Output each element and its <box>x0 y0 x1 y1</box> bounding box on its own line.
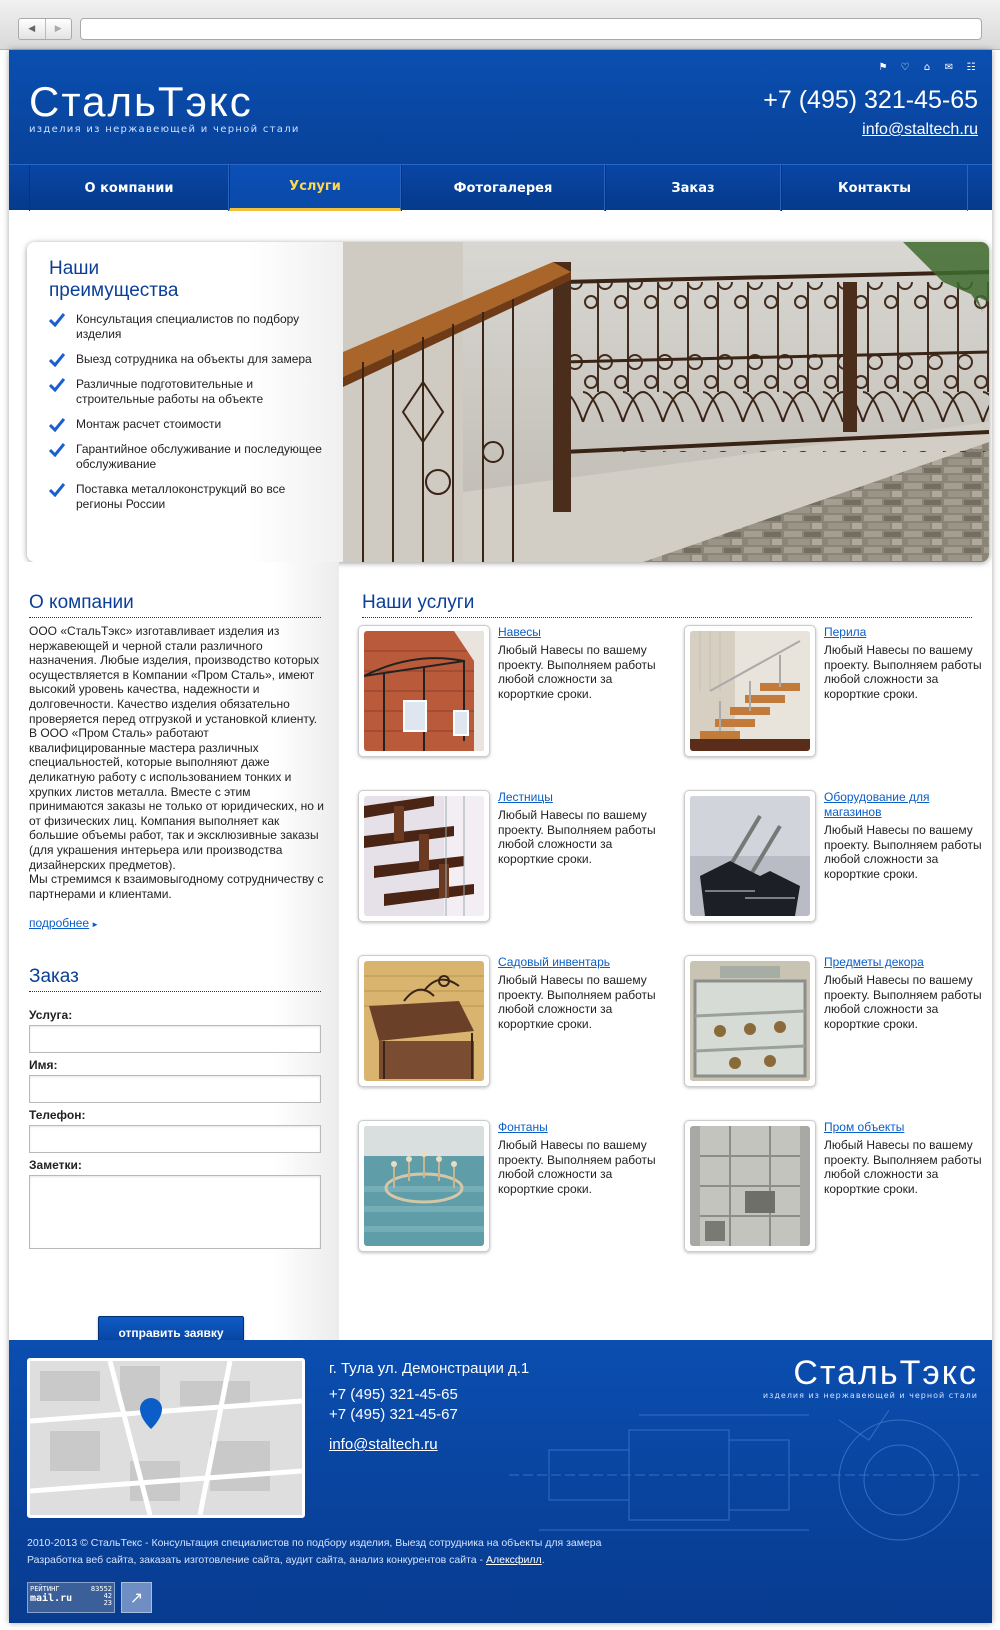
advantages-title <box>49 258 178 302</box>
browser-toolbar <box>0 0 1000 50</box>
mail-icon[interactable]: ✉ <box>944 61 954 73</box>
service-link[interactable]: Лестницы <box>498 790 553 804</box>
service-card <box>684 955 984 1095</box>
footer-logo-subtitle: изделия из нержавеющей и черной стали <box>762 1391 978 1400</box>
about-paragraph: Мы стремимся к взаимовыгодному сотрудничеству с партнерами и клиентами. <box>29 872 324 901</box>
advantage-text: Выезд сотрудника на объекты для замера <box>76 352 312 366</box>
service-thumbnail[interactable] <box>684 790 816 922</box>
name-label: Имя: <box>29 1058 58 1072</box>
services-title: Наши услуги <box>362 592 972 618</box>
rating-counter[interactable] <box>27 1582 115 1613</box>
counter-value: 23 <box>103 1599 112 1607</box>
service-link[interactable]: Фонтаны <box>498 1120 548 1134</box>
service-desc: Любый Навесы по вашему проекту. Выполняем работы любой сложности за корорткие сроки. <box>824 1138 982 1196</box>
site-page <box>9 50 992 1623</box>
sitemap-icon[interactable]: ☷ <box>966 61 976 73</box>
advantages-title-line2: преимущества <box>49 280 179 301</box>
list-item <box>49 312 329 342</box>
service-card <box>358 1120 658 1260</box>
site-footer <box>9 1340 992 1623</box>
nav-item-order[interactable]: Заказ <box>605 165 781 211</box>
service-desc: Любый Навесы по вашему проекту. Выполняем работы любой сложности за корорткие сроки. <box>498 808 656 866</box>
service-image <box>364 796 484 916</box>
service-card <box>358 955 658 1095</box>
browser-nav-buttons <box>18 18 72 40</box>
footer-logo[interactable] <box>763 1354 978 1400</box>
header-phone: +7 (495) 321-45-65 <box>763 86 978 114</box>
service-desc: Любый Навесы по вашему проекту. Выполняем работы любой сложности за корорткие сроки. <box>824 973 982 1031</box>
service-image <box>690 1126 810 1246</box>
list-item <box>49 377 329 407</box>
service-thumbnail[interactable] <box>358 625 490 757</box>
check-icon <box>49 313 65 327</box>
submit-order-button[interactable]: отправить заявку <box>98 1316 244 1350</box>
external-link-icon[interactable]: ↗ <box>121 1582 152 1613</box>
nav-item-contacts[interactable]: Контакты <box>781 165 968 211</box>
advantage-text: Консультация специалистов по подбору изделия <box>76 312 300 341</box>
copyright-text: 2010-2013 © СтальТекс - Консультация специалистов по подбору изделия, Выезд сотрудника на объекты для замера <box>27 1537 602 1549</box>
location-map[interactable] <box>27 1358 305 1518</box>
service-label: Услуга: <box>29 1008 73 1022</box>
advantages-list <box>49 312 329 522</box>
service-link[interactable]: Предметы декора <box>824 955 924 969</box>
notes-label: Заметки: <box>29 1158 82 1172</box>
check-icon <box>49 378 65 392</box>
service-image <box>364 961 484 1081</box>
about-title: О компании <box>29 592 321 618</box>
check-icon <box>49 483 65 497</box>
service-image <box>690 961 810 1081</box>
service-link[interactable]: Навесы <box>498 625 541 639</box>
service-card <box>684 625 984 765</box>
service-link[interactable]: Перила <box>824 625 867 639</box>
about-text <box>29 624 325 901</box>
footer-email[interactable]: info@staltech.ru <box>329 1436 438 1453</box>
nav-item-gallery[interactable]: Фотогалерея <box>401 165 605 211</box>
service-image <box>690 796 810 916</box>
order-title: Заказ <box>29 966 321 992</box>
footer-phone-1: +7 (495) 321-45-65 <box>329 1386 458 1403</box>
service-desc: Любый Навесы по вашему проекту. Выполняем работы любой сложности за корорткие сроки. <box>824 643 982 701</box>
copyright <box>27 1535 601 1569</box>
site-header <box>9 50 992 210</box>
list-item <box>49 442 329 472</box>
service-thumbnail[interactable] <box>684 955 816 1087</box>
advantages-title-line1: Наши <box>49 258 100 279</box>
footer-address: г. Тула ул. Демонстрации д.1 <box>329 1360 530 1377</box>
service-thumbnail[interactable] <box>358 1120 490 1252</box>
service-link[interactable]: Пром объекты <box>824 1120 905 1134</box>
phone-input[interactable] <box>29 1125 321 1153</box>
counter-value: 42 <box>103 1592 112 1600</box>
footer-phone-2: +7 (495) 321-45-67 <box>329 1406 458 1423</box>
service-image <box>364 1126 484 1246</box>
service-thumbnail[interactable] <box>684 625 816 757</box>
logo-subtitle: изделия из нержавеющей и черной стали <box>29 124 300 135</box>
chevron-right-icon: ► <box>91 920 100 929</box>
logo[interactable] <box>29 78 300 135</box>
service-card <box>684 790 984 930</box>
railing-photo <box>343 242 989 562</box>
notes-textarea[interactable] <box>29 1175 321 1249</box>
map-image <box>30 1361 302 1515</box>
header-email[interactable]: info@staltech.ru <box>862 121 978 138</box>
service-link[interactable]: Садовый инвентарь <box>498 955 611 969</box>
back-icon[interactable]: ◀ <box>28 24 36 34</box>
counter-value: 83552 <box>90 1585 112 1593</box>
forward-icon[interactable]: ▶ <box>45 19 72 39</box>
advantage-text: Гарантийное обслуживание и последующее обслуживание <box>76 442 322 471</box>
main-nav <box>9 164 992 210</box>
phone-label: Телефон: <box>29 1108 86 1122</box>
list-item <box>49 417 329 432</box>
counter-brand: mail.ru <box>30 1593 73 1604</box>
nav-item-services[interactable]: Услуги <box>229 165 401 211</box>
service-card <box>358 625 658 765</box>
service-card <box>358 790 658 930</box>
service-thumbnail[interactable] <box>358 790 490 922</box>
dev-text: Разработка веб сайта, заказать изготовление сайта, аудит сайта, анализ конкурентов сайта - <box>27 1554 484 1566</box>
about-paragraph: В ООО «Пром Сталь» работают квалифицированные мастера различных специальностей, которые выполняют даже деликатную работу с использованием тонких и хрупких листов металла. Вместе с этим принимаются заказы не только от юридических, но и от физических лиц. Компания выполняет как большие объемы работ, так и эксклюзивные заказы (для украшения интерьера или производства дизайнерских предметов). <box>29 726 325 872</box>
list-item <box>49 482 329 512</box>
service-image <box>690 631 810 751</box>
dev-credits: Разработка веб сайта, заказать изготовление сайта, аудит сайта, анализ конкурентов сайта - Алексфилл. <box>27 1554 545 1566</box>
service-desc: Любый Навесы по вашему проекту. Выполняем работы любой сложности за корорткие сроки. <box>498 973 656 1031</box>
service-input[interactable] <box>29 1025 321 1053</box>
service-thumbnail[interactable] <box>358 955 490 1087</box>
advantage-text: Поставка металлоконструкций во все регионы России <box>76 482 286 511</box>
service-desc: Любый Навесы по вашему проекту. Выполняем работы любой сложности за корорткие сроки. <box>824 823 982 881</box>
advantage-text: Монтаж расчет стоимости <box>76 417 222 431</box>
flag-icon[interactable]: ⚑ <box>878 61 888 73</box>
service-image <box>364 631 484 751</box>
check-icon <box>49 418 65 432</box>
footer-logo-text: СтальТэкс <box>793 1354 978 1392</box>
logo-text: СтальТэкс <box>29 78 253 125</box>
check-icon <box>49 443 65 457</box>
top-icons <box>876 60 978 74</box>
about-paragraph: ООО «СтальТэкс» изготавливает изделия из нержавеющей и черной стали различного назначения. Любые изделия, производство которых осуществляется в Компании «Пром Сталь», имеют высокий уровень качества, надежности и долговечности. Качество изделия обязательно проверяется перед отгрузкой и установкой клиенту. <box>29 624 320 726</box>
service-card <box>684 1120 984 1260</box>
service-thumbnail[interactable] <box>684 1120 816 1252</box>
service-desc: Любый Навесы по вашему проекту. Выполняем работы любой сложности за корорткие сроки. <box>498 643 656 701</box>
more-link[interactable] <box>29 916 99 930</box>
service-link[interactable]: Оборудование для магазинов <box>824 790 930 819</box>
left-column <box>9 562 339 1398</box>
nav-item-about[interactable]: О компании <box>29 165 229 211</box>
counter-label: РЕЙТИНГ <box>30 1585 60 1593</box>
hero-banner <box>27 242 989 562</box>
heart-icon[interactable]: ♡ <box>900 61 910 73</box>
blueprint-decoration <box>509 1410 979 1550</box>
more-link-label: подробнее <box>29 916 90 930</box>
service-desc: Любый Навесы по вашему проекту. Выполняем работы любой сложности за корорткие сроки. <box>498 1138 656 1196</box>
home-icon[interactable]: ⌂ <box>923 61 931 73</box>
advantages-panel <box>27 242 343 562</box>
advantage-text: Различные подготовительные и строительные работы на объекте <box>76 377 264 406</box>
dev-link[interactable]: Алексфилл <box>485 1554 542 1566</box>
name-input[interactable] <box>29 1075 321 1103</box>
list-item <box>49 352 329 367</box>
address-bar[interactable] <box>80 18 982 40</box>
check-icon <box>49 353 65 367</box>
